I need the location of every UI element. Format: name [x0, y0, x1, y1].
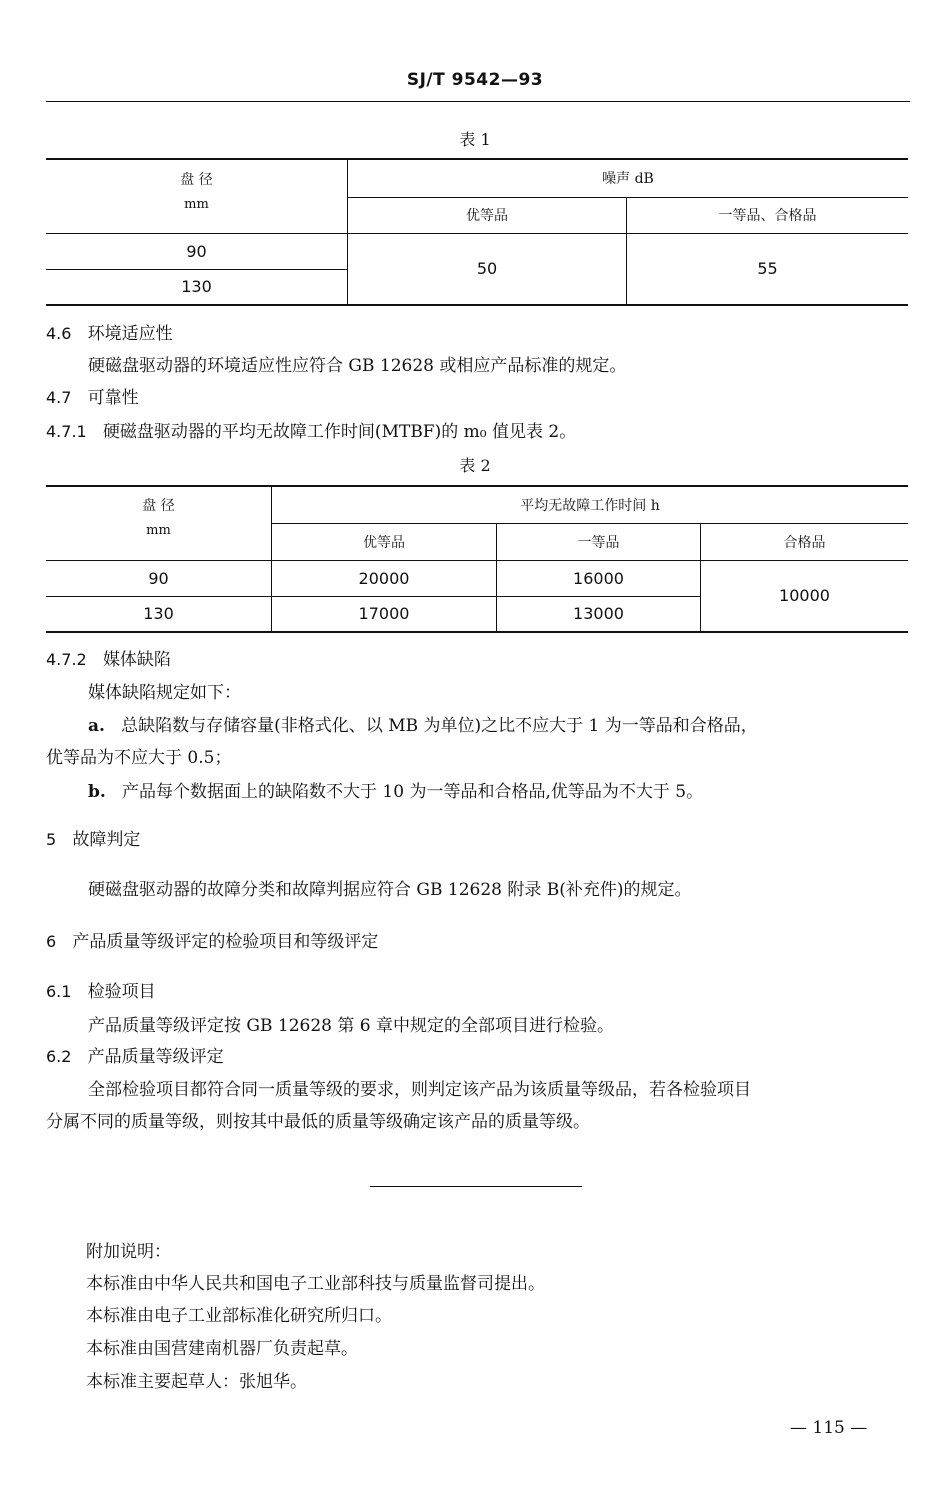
section-4-7-1: 4.7.1 硬磁盘驱动器的平均无故障工作时间(MTBF)的 m₀ 值见表 2。	[46, 422, 577, 442]
notes-line: 本标准主要起草人：张旭华。	[86, 1372, 307, 1392]
section-6-2-heading: 6.2 产品质量等级评定	[46, 1047, 224, 1067]
table1-cell-superior: 50	[348, 233, 627, 305]
section-6-2-text-line1: 全部检验项目都符合同一质量等级的要求，则判定该产品为该质量等级品，若各检验项目	[88, 1080, 751, 1100]
section-4-7-2-item-a: a. 总缺陷数与存储容量(非格式化、以 MB 为单位)之比不应大于 1 为一等品和合格品，	[88, 716, 758, 736]
table2-header-mtbf: 平均无故障工作时间 h	[272, 486, 909, 523]
table2-header-qualified: 合格品	[701, 523, 909, 560]
section-6-2-text-line2: 分属不同的质量等级，则按其中最低的质量等级确定该产品的质量等级。	[46, 1112, 590, 1132]
standard-code: SJ/T 9542—93	[406, 70, 544, 90]
table1-cell-diameter: 90	[46, 233, 348, 269]
notes-title: 附加说明：	[86, 1242, 171, 1262]
page-number: — 115 —	[790, 1418, 868, 1438]
table2-header-unit: mm	[46, 523, 272, 560]
table1-header-first: 一等品、合格品	[627, 197, 909, 233]
table2-cell-superior: 20000	[272, 560, 497, 596]
section-6-1-text: 产品质量等级评定按 GB 12628 第 6 章中规定的全部项目进行检验。	[88, 1016, 614, 1036]
section-4-7-2-item-a-cont: 优等品为不应大于 0.5；	[46, 748, 232, 768]
table2-cell-diameter: 90	[46, 560, 272, 596]
table2-header-diameter: 盘 径	[46, 486, 272, 523]
section-4-7-2-heading: 4.7.2 媒体缺陷	[46, 650, 171, 670]
table1-header-noise: 噪声 dB	[348, 159, 909, 197]
end-separator	[370, 1186, 582, 1187]
section-4-7-2-item-b: b. 产品每个数据面上的缺陷数不大于 10 为一等品和合格品,优等品为不大于 5。	[88, 782, 704, 802]
table1-caption: 表 1	[459, 130, 491, 149]
table-row	[46, 233, 908, 269]
table1-header-diameter: 盘 径	[46, 159, 348, 197]
notes-line: 本标准由国营建南机器厂负责起草。	[86, 1339, 358, 1359]
section-6-1-heading: 6.1 检验项目	[46, 982, 156, 1002]
section-6-heading: 6 产品质量等级评定的检验项目和等级评定	[46, 932, 379, 952]
table2-cell-first: 13000	[497, 596, 701, 632]
table2-header-superior: 优等品	[272, 523, 497, 560]
table1	[46, 158, 908, 306]
section-4-7-heading: 4.7 可靠性	[46, 388, 139, 408]
table2	[46, 485, 908, 633]
table2-caption: 表 2	[459, 456, 491, 475]
table2-cell-first: 16000	[497, 560, 701, 596]
section-5-heading: 5 故障判定	[46, 830, 141, 850]
notes-line: 本标准由中华人民共和国电子工业部科技与质量监督司提出。	[86, 1274, 545, 1294]
table-row	[46, 560, 908, 596]
table1-cell-diameter: 130	[46, 269, 348, 305]
section-5-text: 硬磁盘驱动器的故障分类和故障判据应符合 GB 12628 附录 B(补充件)的规定。	[88, 880, 692, 900]
table2-cell-qualified: 10000	[701, 560, 909, 632]
table1-cell-first: 55	[627, 233, 909, 305]
header-rule	[46, 101, 910, 102]
table2-cell-superior: 17000	[272, 596, 497, 632]
section-4-6-text: 硬磁盘驱动器的环境适应性应符合 GB 12628 或相应产品标准的规定。	[88, 356, 627, 376]
table1-header-superior: 优等品	[348, 197, 627, 233]
section-4-7-2-intro: 媒体缺陷规定如下：	[88, 683, 241, 703]
table1-header-unit: mm	[46, 197, 348, 233]
section-4-6-heading: 4.6 环境适应性	[46, 324, 173, 344]
table2-cell-diameter: 130	[46, 596, 272, 632]
notes-line: 本标准由电子工业部标准化研究所归口。	[86, 1306, 392, 1326]
table2-header-first: 一等品	[497, 523, 701, 560]
